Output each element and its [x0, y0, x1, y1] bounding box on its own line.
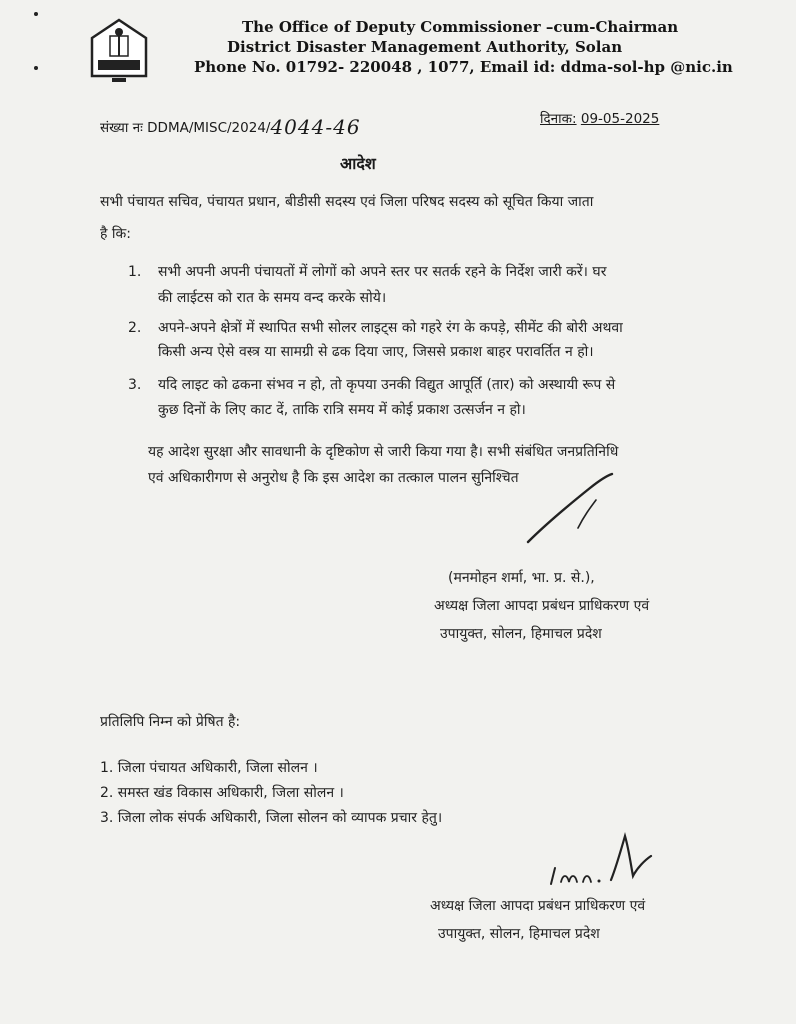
- point-1-line-2: की लाईटस को रात के समय वन्द करके सोये।: [158, 290, 387, 306]
- signatory2-designation-2: उपायुक्त, सोलन, हिमाचल प्रदेश: [438, 926, 600, 942]
- signatory-name: (मनमोहन शर्मा, भा. प्र. से.),: [448, 570, 595, 586]
- intro-line-1: सभी पंचायत सचिव, पंचायत प्रधान, बीडीसी सदस्य एवं जिला परिषद सदस्य को सूचित किया जाता: [100, 194, 594, 210]
- signatory2-designation-1: अध्यक्ष जिला आपदा प्रबंधन प्राधिकरण एवं: [430, 898, 646, 914]
- initials-mark: [545, 830, 655, 890]
- intro-line-2: है कि:: [100, 226, 131, 242]
- date-label: दिनाक:: [540, 111, 577, 127]
- point-number: 1.: [128, 264, 142, 280]
- reference-handwritten-number: 4044-46: [270, 115, 361, 139]
- order-date: [540, 109, 659, 127]
- copy-to-item: 3. जिला लोक संपर्क अधिकारी, जिला सोलन को व्यापक प्रचार हेतु।: [100, 810, 443, 826]
- contact-line: Phone No. 01792- 220048 , 1077, Email id: ddma-sol-hp @nic.in: [194, 58, 733, 76]
- closing-line-1: यह आदेश सुरक्षा और सावधानी के दृष्टिकोण से जारी किया गया है। सभी संबंधित जनप्रतिनिधि: [148, 444, 619, 460]
- point-2-line-1: 2. अपने-अपने क्षेत्रों में स्थापित सभी सोलर लाइट्स को गहरे रंग के कपड़े, सीमेंट की बोरी अथवा: [128, 320, 623, 336]
- date-value: 09-05-2025: [580, 111, 660, 127]
- signatory-designation-2: उपायुक्त, सोलन, हिमाचल प्रदेश: [440, 626, 602, 642]
- authority-name: District Disaster Management Authority, Solan: [227, 38, 623, 56]
- point-number: 3.: [128, 377, 142, 393]
- reference-number: [100, 113, 361, 137]
- copy-to-heading: प्रतिलिपि निम्न को प्रेषित है:: [100, 714, 241, 730]
- closing-line-2: एवं अधिकारीगण से अनुरोध है कि इस आदेश का तत्काल पालन सुनिश्चित: [148, 470, 519, 486]
- office-title: The Office of Deputy Commissioner –cum-Chairman: [242, 18, 679, 36]
- signatory-designation-1: अध्यक्ष जिला आपदा प्रबंधन प्राधिकरण एवं: [434, 598, 650, 614]
- copy-to-item: 2. समस्त खंड विकास अधिकारी, जिला सोलन ।: [100, 785, 344, 801]
- punch-mark: [34, 66, 38, 70]
- order-title: आदेश: [340, 154, 376, 173]
- point-2-line-2: किसी अन्य ऐसे वस्त्र या सामग्री से ढक दिया जाए, जिससे प्रकाश बाहर परावर्तित न हो।: [158, 344, 594, 360]
- point-3-line-1: 3. यदि लाइट को ढकना संभव न हो, तो कृपया उनकी विद्युत आपूर्ति (तार) को अस्थायी रूप से: [128, 377, 616, 393]
- point-number: 2.: [128, 320, 142, 336]
- point-1-line-1: 1. सभी अपनी अपनी पंचायतों में लोगों को अपने स्तर पर सतर्क रहने के निर्देश जारी करें। घर: [128, 264, 607, 280]
- point-3-line-2: कुछ दिनों के लिए काट दें, ताकि रात्रि समय में कोई प्रकाश उत्सर्जन न हो।: [158, 402, 526, 418]
- signature-mark: [520, 470, 630, 550]
- emblem-icon: [88, 16, 150, 86]
- copy-to-item: 1. जिला पंचायत अधिकारी, जिला सोलन ।: [100, 760, 318, 776]
- reference-label: संख्या नः DDMA/MISC/2024/: [100, 120, 271, 136]
- punch-mark: [34, 12, 38, 16]
